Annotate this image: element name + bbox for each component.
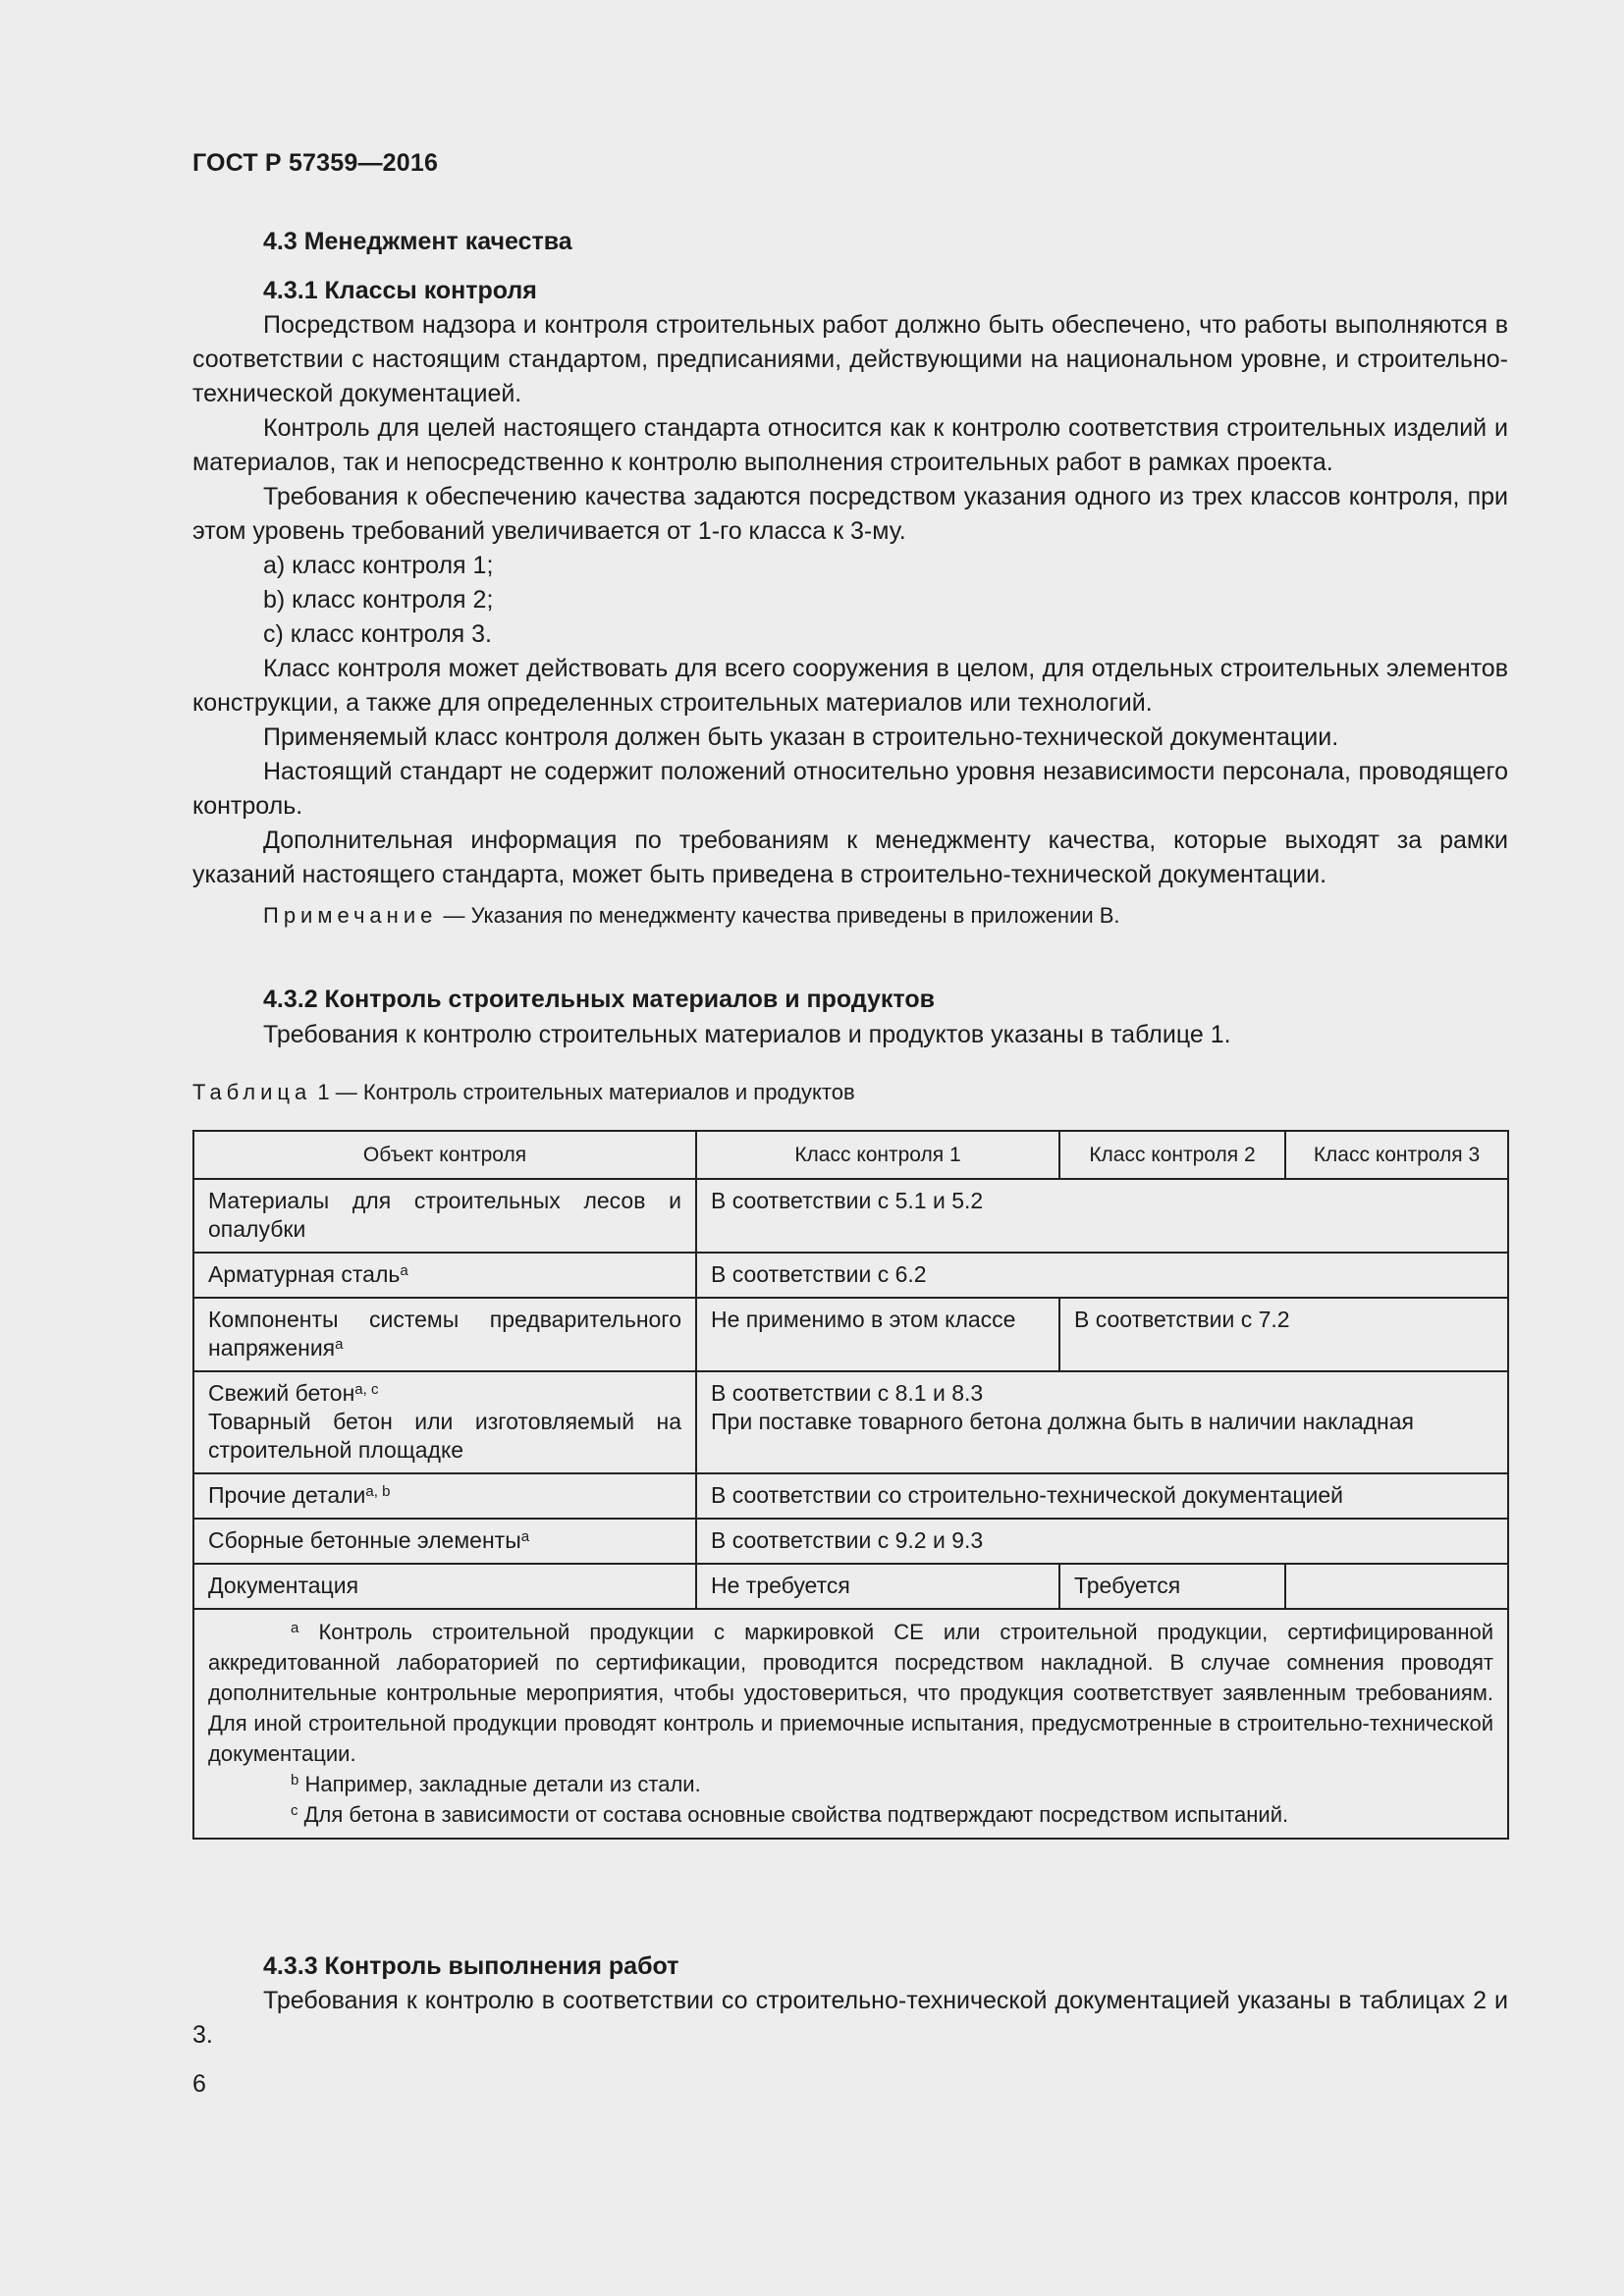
requirement-cell (696, 1371, 1508, 1473)
section-4-3-1-body (192, 308, 1508, 932)
requirement-text: В соответствии с 8.1 и 8.3 (711, 1380, 984, 1406)
paragraph: Применяемый класс контроля должен быть указан в строительно-технической документации. (263, 723, 1339, 751)
object-cell (193, 1519, 696, 1564)
object-text: Свежий бетон (208, 1380, 355, 1406)
table-row (193, 1179, 1508, 1253)
footnote-text: Контроль строительной продукции с маркировкой СЕ или строительной продукции, сертифицированной аккредитованной лабораторией по сертификации, проводится посредством накладной. В случае сомнения проводят дополнительные контрольные мероприятия, чтобы удостовериться, что продукция соответствует заявленным требованиям. Для иной строительной продукции проводят контроль и приемочные испытания, предусмотренные в строительно-технической документации. (208, 1620, 1493, 1766)
footnote-a (208, 1617, 1493, 1769)
object-cell (193, 1253, 696, 1298)
paragraph: Контроль для целей настоящего стандарта относится как к контролю соответствия строительных изделий и материалов, так и непосредственно к контролю выполнения строительных работ в рамках проекта. (192, 414, 1508, 476)
object-cell (193, 1298, 696, 1371)
table-row (193, 1473, 1508, 1519)
footnote-b (208, 1769, 1493, 1799)
table-caption (192, 1080, 855, 1105)
section-4-3-3-title: 4.3.3 Контроль выполнения работ (263, 1952, 679, 1980)
footnote-ref: a (335, 1336, 344, 1353)
footnote-c (208, 1799, 1493, 1830)
object-cell (193, 1179, 696, 1253)
table-caption-label: Таблица (192, 1080, 312, 1104)
section-4-3-2-title: 4.3.2 Контроль строительных материалов и продуктов (263, 986, 935, 1013)
section-4-3-1-title: 4.3.1 Классы контроля (263, 277, 537, 304)
paragraph: Требования к обеспечению качества задаются посредством указания одного из трех классов контроля, при этом уровень требований увеличивается от 1-го класса к 3-му. (192, 483, 1508, 545)
note-text: — Указания по менеджменту качества приведены в приложении В. (437, 903, 1120, 928)
table-row (193, 1564, 1508, 1609)
object-cell (193, 1371, 696, 1473)
footnote-ref: a (400, 1262, 408, 1279)
requirement-cell: В соответствии с 5.1 и 5.2 (696, 1179, 1508, 1253)
requirement-cell: В соответствии с 6.2 (696, 1253, 1508, 1298)
paragraph: Требования к контролю в соответствии со строительно-технической документацией указаны в таблицах 2 и 3. (192, 1987, 1508, 2049)
footnote-mark: c (291, 1802, 298, 1819)
requirement-cell-class-3 (1285, 1564, 1508, 1609)
section-4-3-3-body (192, 1984, 1508, 2053)
table-row (193, 1298, 1508, 1371)
footnote-ref: a (520, 1528, 530, 1545)
footnote-mark: b (291, 1772, 299, 1789)
object-cell: Документация (193, 1564, 696, 1609)
table-header-row (193, 1131, 1508, 1179)
list-item: a) класс контроля 1; (263, 552, 494, 579)
table-row (193, 1371, 1508, 1473)
object-text: напряжения (208, 1335, 336, 1361)
paragraph: Посредством надзора и контроля строительных работ должно быть обеспечено, что работы выполняются в соответствии с настоящим стандартом, предписаниями, действующими на национальном уровне, и строительно-технической документацией. (192, 311, 1508, 407)
paragraph: Требования к контролю строительных материалов и продуктов указаны в таблице 1. (263, 1021, 1231, 1048)
header-class-1: Класс контроля 1 (696, 1131, 1059, 1179)
footnote-text: Например, закладные детали из стали. (298, 1772, 701, 1796)
page-number: 6 (192, 2070, 206, 2098)
footnote-text: Для бетона в зависимости от состава основные свойства подтверждают посредством испытаний. (298, 1802, 1289, 1827)
table-caption-text: 1 — Контроль строительных материалов и продуктов (311, 1080, 855, 1104)
section-4-3-2-body (192, 1018, 1508, 1052)
paragraph: Класс контроля может действовать для всего сооружения в целом, для отдельных строительных элементов конструкции, а также для определенных строительных материалов или технологий. (192, 655, 1508, 717)
section-4-3-title: 4.3 Менеджмент качества (263, 228, 572, 255)
footnote-ref: a, b (365, 1483, 391, 1500)
table-footnotes (193, 1609, 1508, 1839)
object-text: Арматурная сталь (208, 1261, 401, 1287)
header-class-3: Класс контроля 3 (1285, 1131, 1508, 1179)
footnote-mark: a (291, 1620, 299, 1636)
note-label: Примечание (263, 903, 438, 928)
object-text: Сборные бетонные элементы (208, 1527, 521, 1553)
object-text: Материалы для строительных лесов и (208, 1188, 681, 1213)
header-object: Объект контроля (193, 1131, 696, 1179)
note (192, 900, 1508, 932)
requirement-cell: В соответствии с 9.2 и 9.3 (696, 1519, 1508, 1564)
requirement-cell-class-1: Не требуется (696, 1564, 1059, 1609)
document-header: ГОСТ Р 57359—2016 (192, 149, 439, 177)
requirement-cell-class-2: Требуется (1059, 1564, 1285, 1609)
object-text: строительной площадке (208, 1437, 464, 1463)
paragraph: Настоящий стандарт не содержит положений относительно уровня независимости персонала, проводящего контроль. (192, 758, 1508, 820)
object-text: Прочие детали (208, 1482, 366, 1508)
footnote-ref: a, c (354, 1381, 379, 1398)
object-text: Товарный бетон или изготовляемый на (208, 1409, 681, 1434)
list-item: b) класс контроля 2; (263, 586, 494, 614)
table-row (193, 1519, 1508, 1564)
requirement-cell-class-2-3: В соответствии с 7.2 (1059, 1298, 1508, 1371)
table-row (193, 1253, 1508, 1298)
control-classes-table (192, 1130, 1509, 1840)
requirement-cell: В соответствии со строительно-технической документацией (696, 1473, 1508, 1519)
object-cell (193, 1473, 696, 1519)
table-footnotes-row (193, 1609, 1508, 1839)
requirement-text: При поставке товарного бетона должна быть в наличии накладная (711, 1409, 1414, 1434)
list-item: c) класс контроля 3. (263, 620, 492, 648)
requirement-cell-class-1: Не применимо в этом классе (696, 1298, 1059, 1371)
paragraph: Дополнительная информация по требованиям к менеджменту качества, которые выходят за рамки указаний настоящего стандарта, может быть приведена в строительно-технической документации. (192, 827, 1508, 888)
object-text: опалубки (208, 1216, 306, 1242)
object-text: Компоненты системы предварительного (208, 1307, 681, 1332)
header-class-2: Класс контроля 2 (1059, 1131, 1285, 1179)
